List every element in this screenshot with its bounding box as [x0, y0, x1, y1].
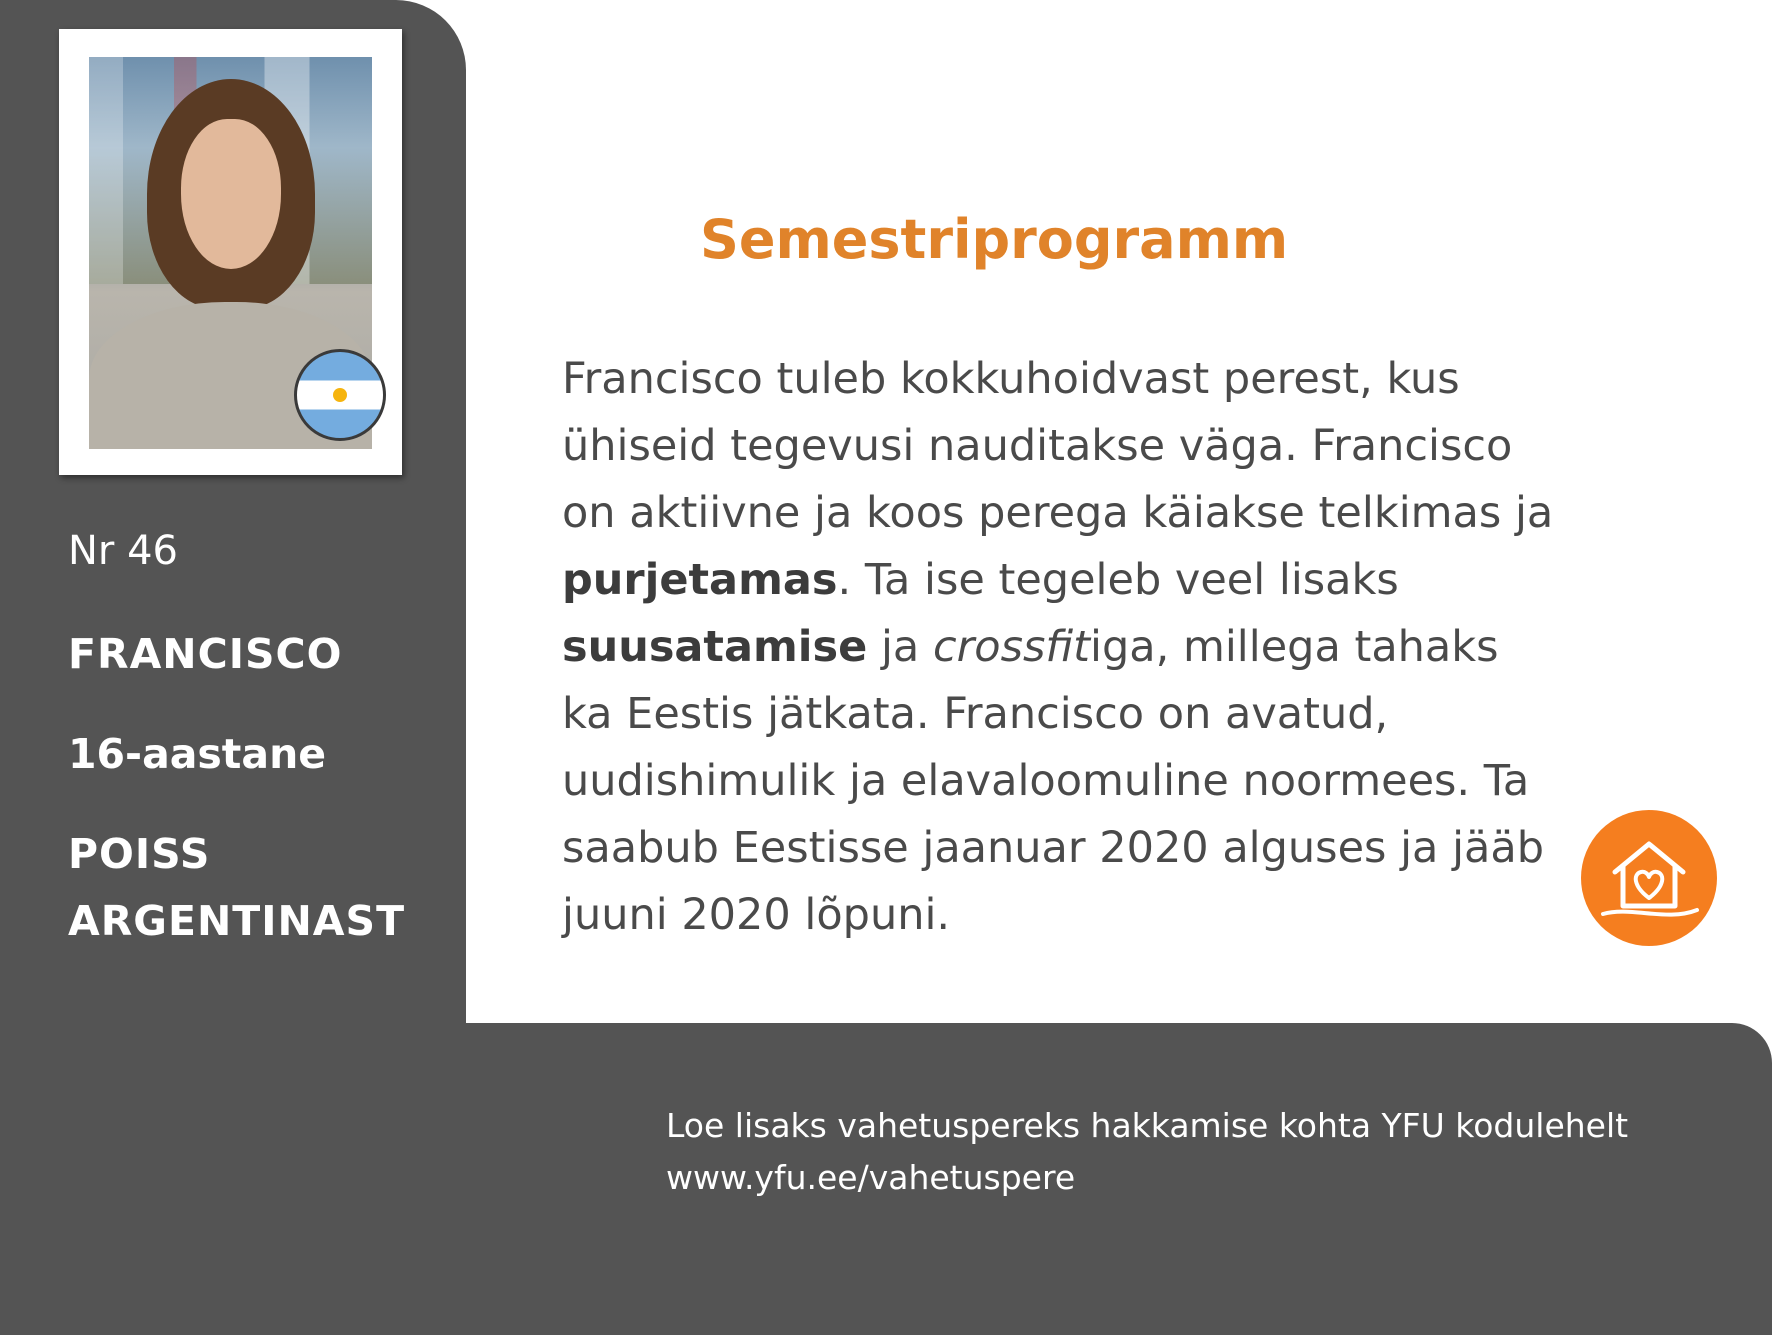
- house-heart-icon: [1581, 810, 1717, 946]
- description-text: . Ta ise tegeleb veel lisaks: [837, 555, 1399, 605]
- description-text: Francisco tuleb kokkuhoidvast perest, kus ühiseid tegevusi nauditakse väga. Francisco on aktiivne ja koos perega käiakse telkimas ja: [562, 354, 1554, 538]
- footer-info: [666, 1100, 1628, 1204]
- description-bold-sailing: purjetamas: [562, 555, 838, 605]
- footer-line-info: Loe lisaks vahetuspereks hakkamise kohta YFU kodulehelt: [666, 1106, 1629, 1145]
- flag-sun-icon: [333, 388, 347, 402]
- description-italic-crossfit: crossfit: [932, 622, 1091, 672]
- description-text: iga, millega tahaks ka Eestis jätkata. Francisco on avatud, uudishimulik ja elavaloomuline noormees. Ta saabub Eestisse jaanuar 2020 alguses ja jääb juuni 2020 lõpuni.: [562, 622, 1545, 940]
- description-text: ja: [867, 622, 933, 672]
- student-description: [562, 346, 1562, 949]
- student-country: ARGENTINAST: [68, 897, 406, 945]
- student-name: FRANCISCO: [68, 630, 343, 678]
- student-number: Nr 46: [68, 528, 178, 574]
- footer-website-link[interactable]: www.yfu.ee/vahetuspere: [666, 1158, 1076, 1197]
- profile-sidebar: [0, 0, 466, 1040]
- program-title: Semestriprogramm: [700, 208, 1289, 271]
- argentina-flag-icon: [294, 349, 386, 441]
- student-gender: POISS: [68, 830, 211, 878]
- yfu-house-heart-logo: [1581, 810, 1717, 946]
- description-bold-skiing: suusatamise: [562, 622, 868, 672]
- student-age: 16-aastane: [68, 730, 327, 778]
- photo-face: [181, 119, 281, 269]
